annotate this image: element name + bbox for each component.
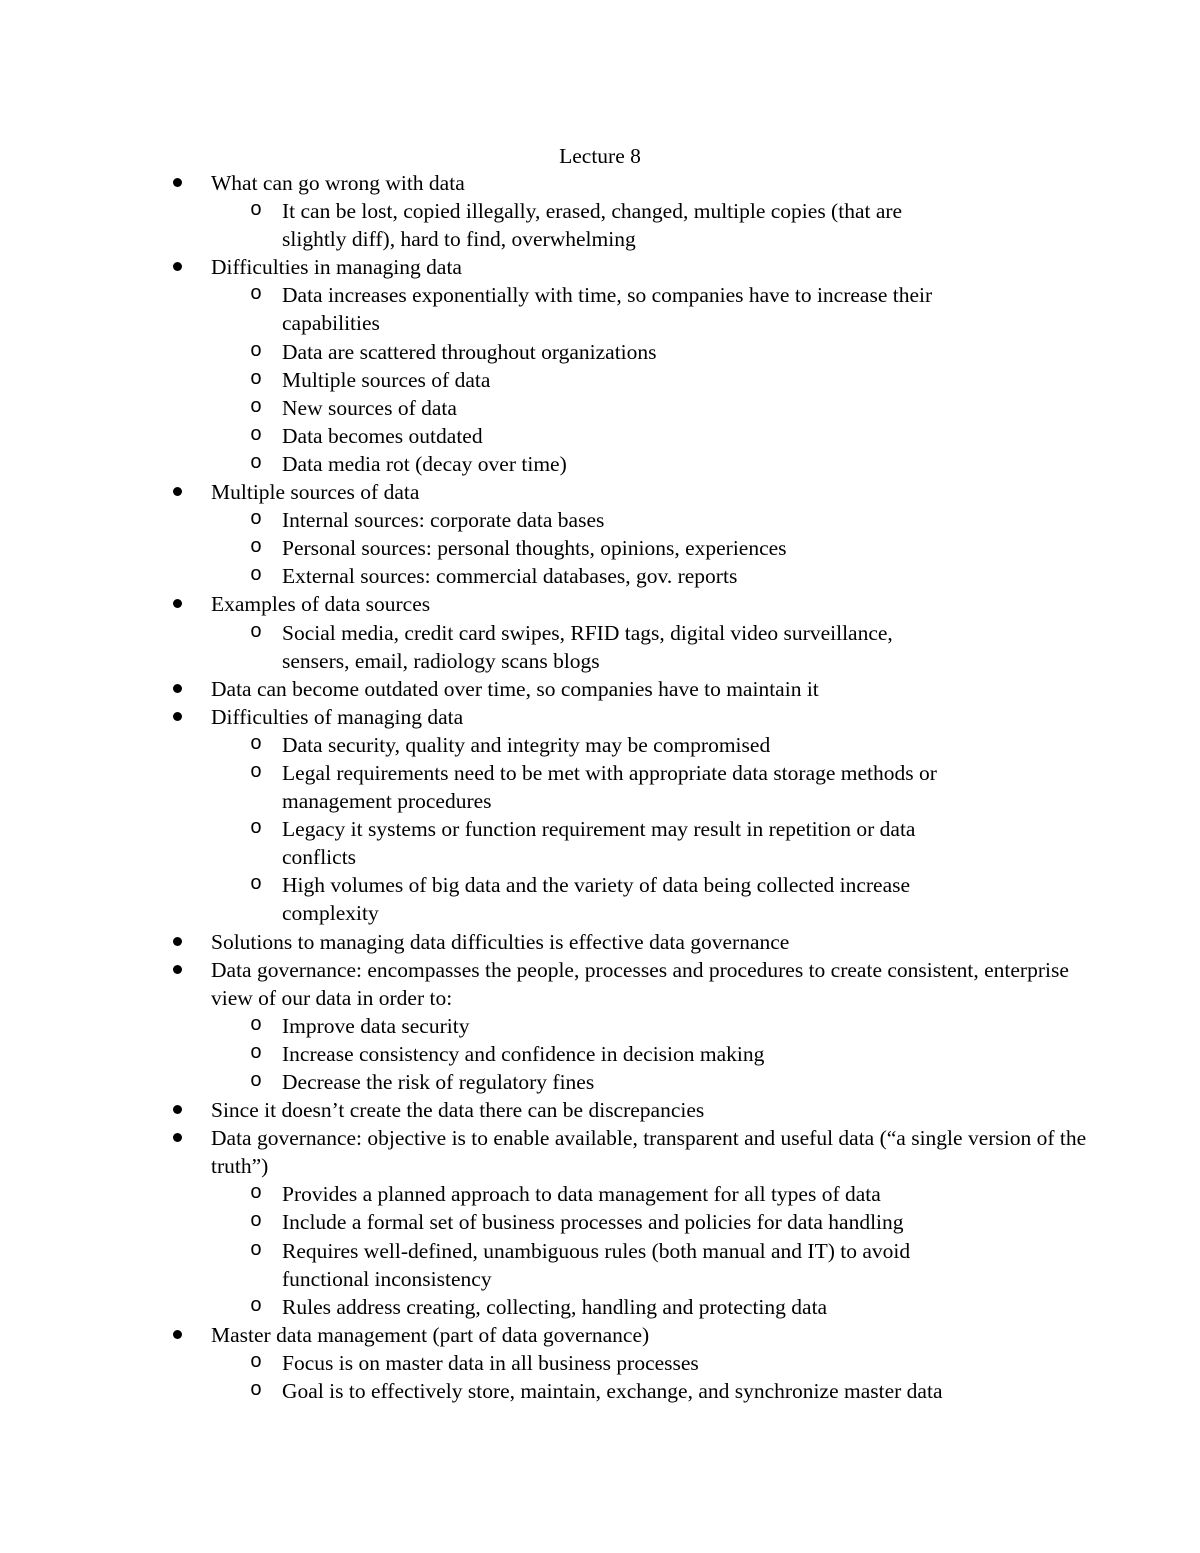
hollow-bullet-icon: o xyxy=(250,732,263,756)
hollow-bullet-icon: o xyxy=(250,817,263,841)
sub-item-text: Rules address creating, collecting, handling and protecting data xyxy=(282,1294,828,1319)
hollow-bullet-icon: o xyxy=(250,1182,263,1206)
sub-item xyxy=(0,759,1100,815)
hollow-bullet-icon: o xyxy=(250,508,263,532)
outline-item xyxy=(0,253,1200,478)
sub-item-text: Focus is on master data in all business processes xyxy=(282,1350,699,1375)
hollow-bullet-icon: o xyxy=(250,760,263,784)
sub-item xyxy=(0,562,1100,590)
sub-item xyxy=(0,281,1100,337)
sub-list xyxy=(211,197,1100,253)
sub-item xyxy=(0,1208,1100,1236)
sub-item xyxy=(0,815,1100,871)
sub-list xyxy=(211,731,1100,928)
sub-item xyxy=(0,366,1100,394)
outline-item-text: Master data management (part of data governance) xyxy=(211,1322,650,1347)
sub-item xyxy=(0,1068,1100,1096)
sub-item-text: Provides a planned approach to data management for all types of data xyxy=(282,1182,881,1207)
sub-item-text: Data are scattered throughout organizations xyxy=(282,339,657,364)
sub-item xyxy=(0,534,1100,562)
sub-item xyxy=(0,1012,1100,1040)
outline-item-text: Solutions to managing data difficulties is effective data governance xyxy=(211,929,790,954)
sub-item-text: Personal sources: personal thoughts, opinions, experiences xyxy=(282,536,787,561)
sub-item xyxy=(0,197,1100,253)
sub-item-text: Legacy it systems or function requirement may result in repetition or data conflicts xyxy=(282,817,916,870)
sub-item-text: Legal requirements need to be met with appropriate data storage methods or management procedures xyxy=(282,760,937,814)
sub-item-text: Data becomes outdated xyxy=(282,423,483,448)
hollow-bullet-icon: o xyxy=(250,451,263,475)
sub-item-text: Increase consistency and confidence in decision making xyxy=(282,1041,765,1066)
outline-item xyxy=(0,478,1200,590)
outline-item-text: What can go wrong with data xyxy=(211,171,465,195)
bullet-dot-icon xyxy=(173,262,182,271)
sub-item-text: New sources of data xyxy=(282,395,457,420)
outline-item xyxy=(0,956,1200,1096)
sub-item-text: Requires well-defined, unambiguous rules (both manual and IT) to avoid functional inconsistency xyxy=(282,1238,911,1291)
bullet-dot-icon xyxy=(173,1330,182,1339)
sub-item xyxy=(0,338,1100,366)
bullet-dot-icon xyxy=(173,178,182,187)
sub-item-text: Social media, credit card swipes, RFID tags, digital video surveillance, sensers, email, radiology scans blogs xyxy=(282,620,893,673)
outline-item xyxy=(0,169,1200,253)
outline-item xyxy=(0,675,1200,703)
outline-item xyxy=(0,590,1200,674)
outline-item xyxy=(0,703,1200,928)
bullet-dot-icon xyxy=(173,712,182,721)
hollow-bullet-icon: o xyxy=(250,1379,263,1403)
sub-item-text: High volumes of big data and the variety of data being collected increase complexity xyxy=(282,873,911,926)
outline-item-text: Data governance: encompasses the people, processes and procedures to create consistent, enterprise view of our data in order to: xyxy=(211,957,1069,1010)
sub-item xyxy=(0,619,1100,675)
outline-item-text: Since it doesn’t create the data there can be discrepancies xyxy=(211,1098,705,1123)
sub-item-text: Multiple sources of data xyxy=(282,367,491,392)
sub-item xyxy=(0,506,1100,534)
bullet-dot-icon xyxy=(173,487,182,496)
sub-item-text: External sources: commercial databases, gov. reports xyxy=(282,564,738,589)
bullet-dot-icon xyxy=(173,937,182,946)
hollow-bullet-icon: o xyxy=(250,423,263,447)
sub-item-text: Data media rot (decay over time) xyxy=(282,451,567,476)
outline-item-text: Data can become outdated over time, so companies have to maintain it xyxy=(211,676,819,701)
outline-item xyxy=(0,1321,1200,1405)
outline-item xyxy=(0,1124,1200,1321)
outline-item-text: Difficulties of managing data xyxy=(211,704,464,729)
sub-list xyxy=(211,1180,1100,1320)
sub-item-text: Improve data security xyxy=(282,1013,470,1038)
hollow-bullet-icon: o xyxy=(250,536,263,560)
outline-item xyxy=(0,928,1200,956)
sub-item xyxy=(0,1180,1100,1208)
sub-list xyxy=(211,1349,1100,1405)
hollow-bullet-icon: o xyxy=(250,873,263,897)
bullet-dot-icon xyxy=(173,1105,182,1114)
hollow-bullet-icon: o xyxy=(250,1294,263,1318)
bullet-dot-icon xyxy=(173,965,182,974)
sub-item xyxy=(0,871,1100,927)
sub-item xyxy=(0,1377,1100,1405)
sub-list xyxy=(211,1012,1100,1096)
sub-item xyxy=(0,394,1100,422)
page-title: Lecture 8 xyxy=(559,144,641,168)
sub-list xyxy=(211,619,1100,675)
hollow-bullet-icon: o xyxy=(250,1210,263,1234)
hollow-bullet-icon: o xyxy=(250,395,263,419)
outline-item xyxy=(0,1096,1200,1124)
hollow-bullet-icon: o xyxy=(250,199,263,223)
sub-item xyxy=(0,1349,1100,1377)
hollow-bullet-icon: o xyxy=(250,1041,263,1065)
sub-item-text: Internal sources: corporate data bases xyxy=(282,508,605,533)
hollow-bullet-icon: o xyxy=(250,1350,263,1374)
sub-item-text: Include a formal set of business processes and policies for data handling xyxy=(282,1210,904,1235)
sub-item-text: Goal is to effectively store, maintain, exchange, and synchronize master data xyxy=(282,1379,943,1404)
sub-item-text: Data security, quality and integrity may be compromised xyxy=(282,732,771,757)
hollow-bullet-icon: o xyxy=(250,1238,263,1262)
sub-item xyxy=(0,1293,1100,1321)
sub-item xyxy=(0,1040,1100,1068)
sub-item xyxy=(0,1237,1100,1293)
hollow-bullet-icon: o xyxy=(250,1070,263,1093)
outline-item-text: Difficulties in managing data xyxy=(211,255,462,280)
hollow-bullet-icon: o xyxy=(250,620,263,644)
outline-item-text: Data governance: objective is to enable available, transparent and useful data (“a single version of the truth”) xyxy=(211,1126,1087,1179)
hollow-bullet-icon: o xyxy=(250,339,263,363)
bullet-dot-icon xyxy=(173,599,182,608)
bullet-dot-icon xyxy=(173,684,182,693)
sub-list xyxy=(211,506,1100,590)
sub-item xyxy=(0,731,1100,759)
outline-item-text: Examples of data sources xyxy=(211,592,431,617)
hollow-bullet-icon: o xyxy=(250,1013,263,1037)
bullet-dot-icon xyxy=(173,1133,182,1142)
sub-item-text: Decrease the risk of regulatory fines xyxy=(282,1070,595,1094)
hollow-bullet-icon: o xyxy=(250,283,263,307)
sub-list xyxy=(211,281,1100,478)
hollow-bullet-icon: o xyxy=(250,564,263,588)
sub-item-text: It can be lost, copied illegally, erased, changed, multiple copies (that are slightly diff), hard to find, overwhelming xyxy=(282,199,903,252)
hollow-bullet-icon: o xyxy=(250,367,263,391)
sub-item-text: Data increases exponentially with time, so companies have to increase their capabilities xyxy=(282,283,933,336)
bullet-outline xyxy=(0,169,1200,1405)
outline-item-text: Multiple sources of data xyxy=(211,480,420,505)
sub-item xyxy=(0,422,1100,450)
sub-item xyxy=(0,450,1100,478)
